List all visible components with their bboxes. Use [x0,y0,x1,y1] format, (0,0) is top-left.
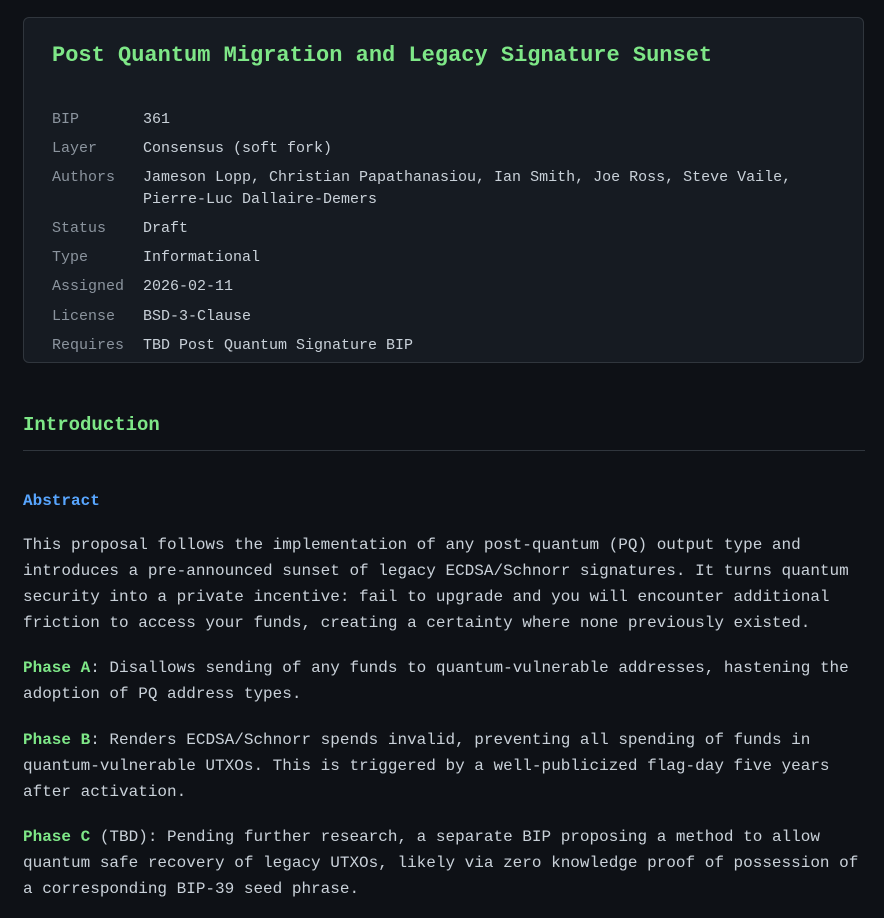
meta-key: Status [52,220,107,237]
bip-header-card [23,17,864,363]
meta-value: 361 [143,111,171,128]
phase-a-paragraph [23,655,868,707]
meta-key: Type [52,249,89,266]
meta-key: Authors [52,169,116,186]
phase-b-paragraph [23,727,868,805]
meta-value: Consensus (soft fork) [143,140,333,157]
meta-value: 2026-02-11 [143,278,234,295]
phase-a-label: Phase A [23,659,91,677]
phase-b-text: Renders ECDSA/Schnorr spends invalid, preventing all spending of funds in quantum-vulnerable UTXOs. This is triggered by a well-publicized flag-day five years after activation. [23,731,830,801]
meta-key: Layer [52,140,98,157]
phase-a-suffix: : [90,659,100,677]
phase-c-suffix: (TBD): [90,828,158,846]
meta-key: Requires [52,337,125,354]
phase-b-suffix: : [90,731,100,749]
meta-key: License [52,308,116,325]
phase-a-text: Disallows sending of any funds to quantum-vulnerable addresses, hastening the adoption of PQ address types. [23,659,849,703]
section-divider [23,450,865,451]
phase-c-label: Phase C [23,828,91,846]
phase-c-paragraph [23,824,868,902]
abstract-paragraph: This proposal follows the implementation of any post-quantum (PQ) output type and introduces a pre-announced sunset of legacy ECDSA/Schnorr signatures. It turns quantum security into a private incentive: fail to upgrade and you will encounter additional friction to access your funds, creating a certainty where none previously existed. [23,536,849,632]
phase-c-text: Pending further research, a separate BIP proposing a method to allow quantum safe recovery of legacy UTXOs, likely via zero knowledge proof of possession of a corresponding BIP-39 seed phrase. [23,828,859,898]
meta-value: Informational [143,249,261,266]
section-heading-introduction: Introduction [23,414,160,436]
phase-b-label: Phase B [23,731,91,749]
meta-key: Assigned [52,278,125,295]
page-title: Post Quantum Migration and Legacy Signature Sunset [52,43,713,68]
meta-value: BSD-3-Clause [143,308,252,325]
meta-value: Jameson Lopp, Christian Papathanasiou, Ian Smith, Joe Ross, Steve Vaile, Pierre-Luc Dallaire-Demers [143,169,792,208]
meta-key: BIP [52,111,80,128]
subsection-heading-abstract: Abstract [23,492,100,510]
meta-value: Draft [143,220,189,237]
meta-value: TBD Post Quantum Signature BIP [143,337,414,354]
